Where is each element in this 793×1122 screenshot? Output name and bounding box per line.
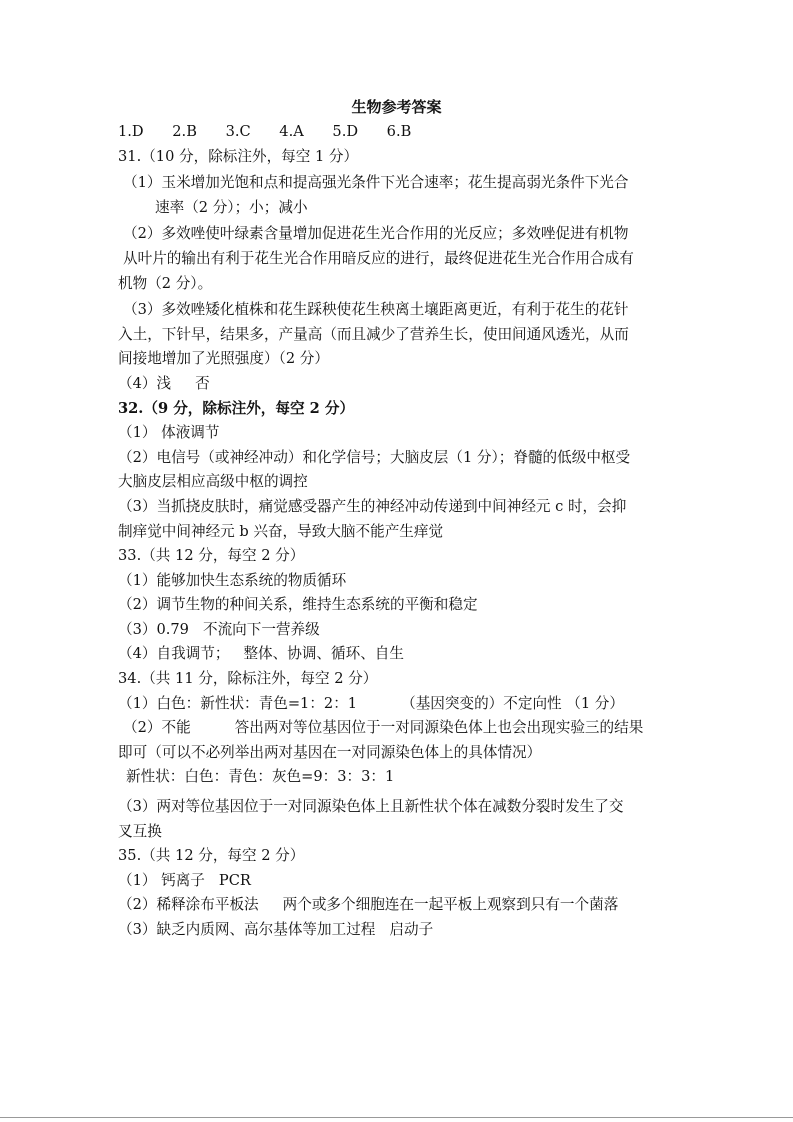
mc-answers-row bbox=[118, 120, 678, 145]
q31-header: 31.（10 分，除标注外，每空 1 分） bbox=[118, 147, 359, 165]
q33-part2-line: （2）调节生物的种间关系，维持生态系统的平衡和稳定 bbox=[118, 596, 478, 614]
q31-part2-line: 机物（2 分）。 bbox=[118, 274, 213, 292]
mc-answer: 4.A bbox=[279, 123, 304, 140]
q31-part1-line: （1）玉米增加光饱和点和提高强光条件下光合速率；花生提高弱光条件下光合 bbox=[123, 174, 629, 192]
q35-part2-answer: 两个或多个细胞连在一起平板上观察到只有一个菌落 bbox=[282, 896, 619, 914]
q33-part4-line bbox=[118, 642, 678, 667]
q35-part3-answer: （3）缺乏内质网、高尔基体等加工过程 bbox=[118, 921, 376, 938]
q31-part4-line bbox=[118, 372, 678, 397]
q33-part4-answer: （4）自我调节； bbox=[118, 645, 230, 663]
q34-part2-answer: （2）不能 bbox=[123, 719, 191, 737]
bottom-divider bbox=[0, 1117, 793, 1118]
q33-part4-answer: 整体、协调、循环、自生 bbox=[243, 645, 404, 663]
q31-part4-answer: （4）浅 bbox=[118, 374, 172, 392]
q32-part2-line: 大脑皮层相应高级中枢的调控 bbox=[118, 473, 308, 491]
q35-part1-line bbox=[118, 869, 678, 894]
q33-part3-answer: （3）0.79 bbox=[118, 620, 189, 638]
page-title: 生物参考答案 bbox=[351, 98, 442, 116]
q31-part2-line: （2）多效唑使叶绿素含量增加促进花生光合作用的光反应；多效唑促进有机物 bbox=[123, 225, 629, 243]
q34-header: 34.（共 11 分，除标注外，每空 2 分） bbox=[118, 670, 378, 688]
q34-part2-line bbox=[118, 716, 678, 741]
q33-header: 33.（共 12 分，每空 2 分） bbox=[118, 547, 305, 565]
q31-part3-line: （3）多效唑矮化植株和花生踩秧使花生秧离土壤距离更近，有利于花生的花针 bbox=[123, 301, 629, 319]
q33-part1-line: （1）能够加快生态系统的物质循环 bbox=[118, 571, 347, 589]
q33-part3-answer: 不流向下一营养级 bbox=[202, 620, 320, 638]
mc-answer: 3.C bbox=[225, 123, 251, 140]
q35-part3-line bbox=[118, 918, 678, 943]
q32-part3-line: （3）当抓挠皮肤时，痛觉感受器产生的神经冲动传递到中间神经元 c 时，会抑 bbox=[118, 497, 627, 515]
q32-part1-line: （1） 体液调节 bbox=[118, 424, 220, 442]
q35-header: 35.（共 12 分，每空 2 分） bbox=[118, 847, 305, 865]
q35-part3-answer: 启动子 bbox=[389, 921, 434, 938]
mc-answer: 2.B bbox=[172, 123, 197, 140]
q31-part3-line: 入土，下针早，结果多，产量高（而且减少了营养生长，使田间通风透光，从而 bbox=[118, 325, 629, 343]
q34-part2-line: 新性状：白色：青色：灰色=9：3：3：1 bbox=[126, 768, 395, 786]
q33-part3-line bbox=[118, 618, 678, 643]
q34-part2-answer: 答出两对等位基因位于一对同源染色体上也会出现实验三的结果 bbox=[234, 719, 644, 737]
q35-part2-line bbox=[118, 893, 678, 918]
q34-part1-answer: （基因突变的）不定向性 （1 分） bbox=[401, 694, 624, 712]
q35-part1-answer: PCR bbox=[218, 871, 251, 889]
q34-part1-answer: （1）白色：新性状：青色=1：2：1 bbox=[118, 694, 358, 712]
q34-part2-line: 即可（可以不必列举出两对基因在一对同源染色体上的具体情况） bbox=[118, 743, 542, 761]
q31-part4-answer: 否 bbox=[195, 374, 210, 392]
q32-part2-line: （2）电信号（或神经冲动）和化学信号；大脑皮层（1 分）；脊髓的低级中枢受 bbox=[118, 448, 631, 466]
mc-answer: 1.D bbox=[118, 123, 144, 140]
q34-part3-line: 叉互换 bbox=[118, 822, 162, 840]
q32-part3-line: 制痒觉中间神经元 b 兴奋，导致大脑不能产生痒觉 bbox=[118, 522, 444, 540]
q31-part3-line: 间接地增加了光照强度）（2 分） bbox=[118, 350, 329, 368]
q34-part3-line: （3）两对等位基因位于一对同源染色体上且新性状个体在减数分裂时发生了交 bbox=[118, 798, 624, 816]
mc-answer: 5.D bbox=[332, 123, 359, 140]
q35-part1-answer: （1） 钙离子 bbox=[118, 871, 205, 889]
q31-part2-line: 从叶片的输出有利于花生光合作用暗反应的进行，最终促进花生光合作用合成有 bbox=[123, 249, 634, 267]
mc-answer: 6.B bbox=[386, 123, 412, 140]
q31-part1-line: 速率（2 分）；小；减小 bbox=[155, 198, 308, 216]
q32-header: 32.（9 分，除标注外，每空 2 分） bbox=[118, 399, 355, 417]
answer-content bbox=[118, 120, 678, 943]
q35-part2-answer: （2）稀释涂布平板法 bbox=[118, 896, 259, 914]
q34-part1-line bbox=[118, 692, 678, 717]
